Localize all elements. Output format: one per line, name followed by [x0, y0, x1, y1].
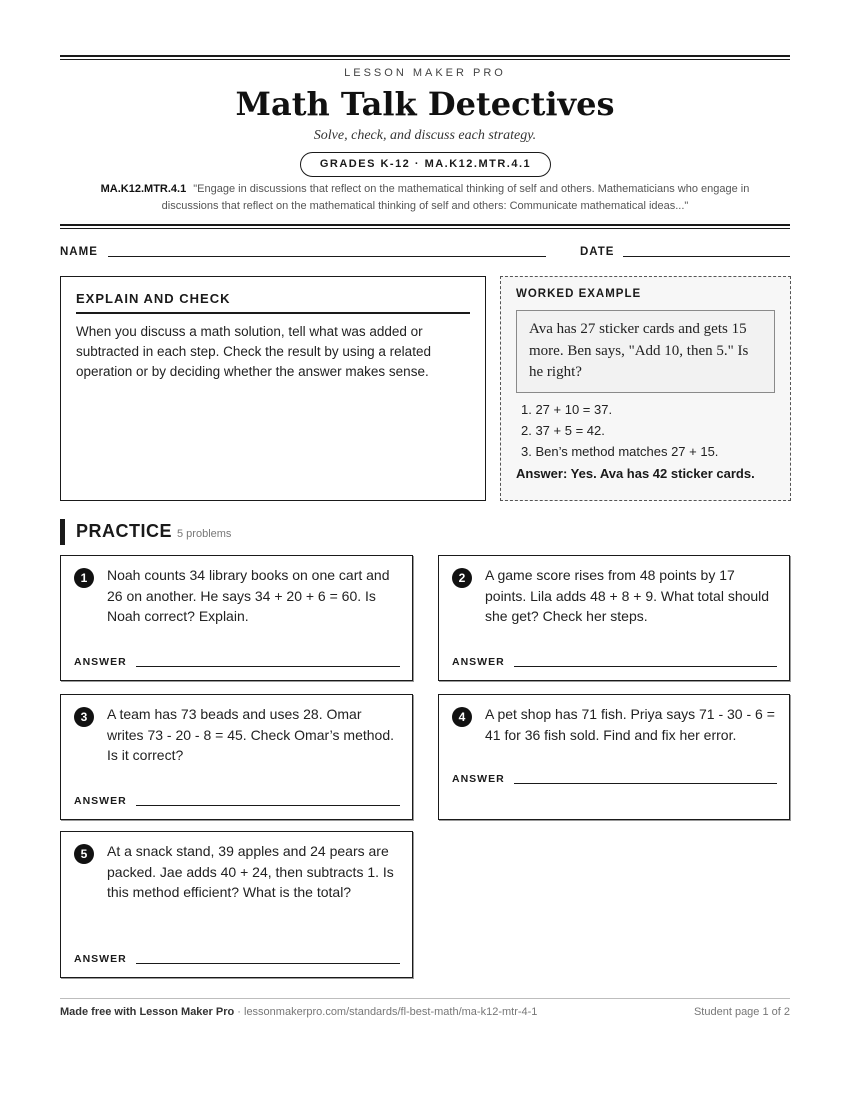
problem-number: 2 — [452, 568, 472, 588]
practice-count: 5 problems — [177, 528, 232, 540]
footer-page-number: Student page 1 of 2 — [693, 1006, 790, 1018]
worked-step: 2. 37 + 5 = 42. — [521, 422, 605, 438]
problem-text: A team has 73 beads and uses 28. Omar writes 73 - 20 - 8 = 45. Check Omar’s method. Is it correct? — [107, 706, 394, 763]
footer-credit — [60, 1006, 537, 1018]
problem-card-4 — [438, 694, 790, 820]
date-field[interactable] — [623, 256, 790, 257]
standard-code: MA.K12.MTR.4.1 — [100, 183, 187, 195]
answer-line[interactable] — [514, 783, 777, 784]
grades-badge: GRADES K-12 · MA.K12.MTR.4.1 — [300, 152, 551, 177]
name-field[interactable] — [108, 256, 546, 257]
footer-url[interactable]: · lessonmakerpro.com/standards/fl-best-math/ma-k12-mtr-4-1 — [237, 1006, 538, 1018]
page-subtitle: Solve, check, and discuss each strategy. — [313, 128, 537, 143]
problem-text: A game score rises from 48 points by 17 points. Lila adds 48 + 8 + 9. What total should she get? Check her steps. — [485, 567, 770, 624]
problem-number: 3 — [74, 707, 94, 727]
standard-description — [80, 181, 770, 215]
explain-and-check-panel — [60, 276, 486, 501]
worked-example-panel — [500, 276, 791, 501]
footer-rule — [60, 998, 790, 999]
explain-heading: EXPLAIN AND CHECK — [76, 291, 470, 314]
answer-line[interactable] — [136, 805, 400, 806]
problem-number: 5 — [74, 844, 94, 864]
footer-made-with: Made free with Lesson Maker Pro — [60, 1006, 235, 1018]
problem-number: 4 — [452, 707, 472, 727]
problem-number: 1 — [74, 568, 94, 588]
worked-step: 1. 27 + 10 = 37. — [521, 401, 613, 417]
problem-card-2 — [438, 555, 790, 681]
brand-name: LESSON MAKER PRO — [344, 67, 506, 79]
problem-card-5 — [60, 831, 413, 978]
problem-card-3 — [60, 694, 413, 820]
header-bottom-rule — [60, 224, 790, 229]
answer-label: ANSWER — [74, 656, 127, 668]
answer-label: ANSWER — [74, 795, 127, 807]
answer-label: ANSWER — [74, 953, 127, 965]
problem-text: A pet shop has 71 fish. Priya says 71 - 30 - 6 = 41 for 36 fish sold. Find and fix her error. — [485, 706, 775, 743]
answer-label: ANSWER — [452, 656, 505, 668]
worked-example-answer: Answer: Yes. Ava has 42 sticker cards. — [516, 465, 755, 481]
practice-heading: PRACTICE — [76, 521, 173, 541]
name-label: NAME — [60, 246, 98, 258]
worked-example-steps — [516, 399, 775, 462]
answer-line[interactable] — [136, 963, 400, 964]
page-title: Math Talk Detectives — [235, 85, 615, 123]
problem-text: At a snack stand, 39 apples and 24 pears are packed. Jae adds 40 + 24, then subtracts 1. Is this method efficient? What is the total? — [107, 843, 394, 900]
problem-text: Noah counts 34 library books on one cart and 26 on another. He says 34 + 20 + 6 = 60. Is Noah correct? Explain. — [107, 567, 390, 624]
top-rule — [60, 55, 790, 60]
explain-body: When you discuss a math solution, tell what was added or subtracted in each step. Check the result by using a related operation or by deciding whether the answer makes sense. — [76, 324, 431, 379]
answer-label: ANSWER — [452, 773, 505, 785]
worked-step: 3. Ben’s method matches 27 + 15. — [521, 443, 719, 459]
problem-card-1 — [60, 555, 413, 681]
date-label: DATE — [580, 246, 615, 258]
practice-accent-bar — [60, 519, 65, 545]
answer-line[interactable] — [136, 666, 400, 667]
worked-example-problem: Ava has 27 sticker cards and gets 15 more. Ben says, "Add 10, then 5." Is he right? — [516, 310, 775, 393]
standard-text: "Engage in discussions that reflect on the mathematical thinking of self and others. Mathematicians who engage in discussions that reflect on the mathematical thinking of self and others: Communicate mathematical ideas..." — [161, 183, 750, 212]
answer-line[interactable] — [514, 666, 777, 667]
worked-example-heading: WORKED EXAMPLE — [516, 288, 642, 300]
